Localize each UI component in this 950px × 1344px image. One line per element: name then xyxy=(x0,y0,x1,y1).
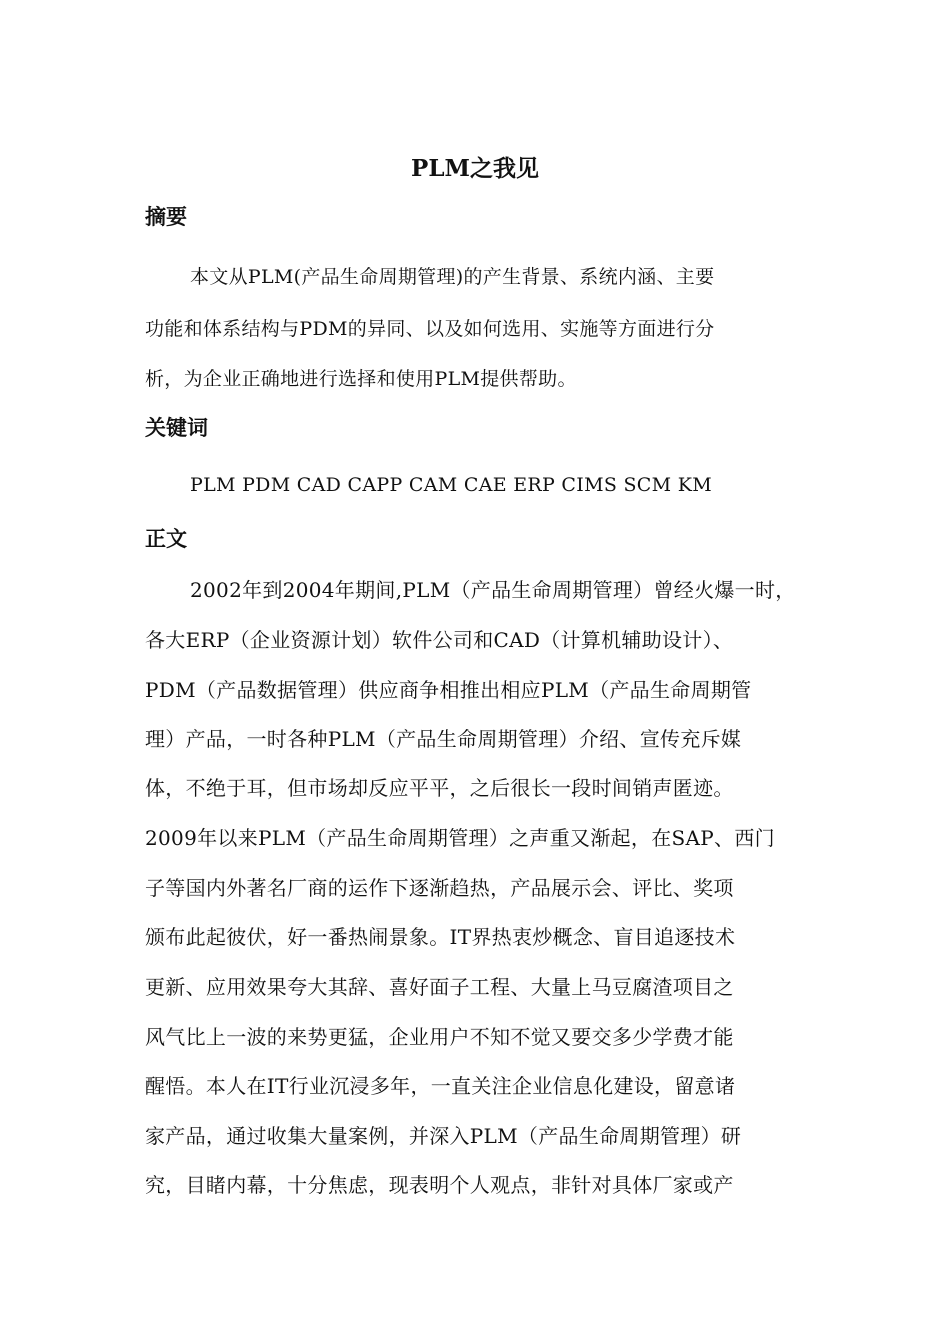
body-line: 更新、应用效果夸大其辞、喜好面子工程、大量上马豆腐渣项目之 xyxy=(145,975,734,999)
keywords-text: PLM PDM CAD CAPP CAM CAE ERP CIMS SCM KM xyxy=(190,474,712,496)
body-line: 家产品，通过收集大量案例，并深入PLM（产品生命周期管理）研 xyxy=(145,1124,742,1148)
body-line: 子等国内外著名厂商的运作下逐渐趋热，产品展示会、评比、奖项 xyxy=(145,876,734,900)
body-line: 理）产品，一时各种PLM（产品生命周期管理）介绍、宣传充斥媒 xyxy=(145,727,742,751)
body-line: 醒悟。本人在IT行业沉浸多年，一直关注企业信息化建设，留意诸 xyxy=(145,1074,736,1098)
abstract-heading: 摘要 xyxy=(145,205,187,229)
body-line: 各大ERP（企业资源计划）软件公司和CAD（计算机辅助设计）、 xyxy=(145,628,734,652)
document-title: PLM之我见 xyxy=(411,155,539,182)
body-line: 颁布此起彼伏，好一番热闹景象。IT界热衷炒概念、盲目追逐技术 xyxy=(145,925,736,949)
body-line: 2009年以来PLM（产品生命周期管理）之声重又渐起，在SAP、西门 xyxy=(145,826,775,850)
body-line: 风气比上一波的来势更猛，企业用户不知不觉又要交多少学费才能 xyxy=(145,1025,734,1049)
body-line: 体，不绝于耳，但市场却反应平平，之后很长一段时间销声匿迹。 xyxy=(145,776,734,800)
body-line: 2002年到2004年期间,PLM（产品生命周期管理）曾经火爆一时， xyxy=(190,578,796,602)
body-heading: 正文 xyxy=(145,527,187,551)
abstract-line: 本文从PLM(产品生命周期管理)的产生背景、系统内涵、主要 xyxy=(190,266,715,288)
abstract-line: 功能和体系结构与PDM的异同、以及如何选用、实施等方面进行分 xyxy=(145,318,715,340)
keywords-heading: 关键词 xyxy=(145,416,208,440)
body-line: 究，目睹内幕，十分焦虑，现表明个人观点，非针对具体厂家或产 xyxy=(145,1173,734,1197)
abstract-line: 析，为企业正确地进行选择和使用PLM提供帮助。 xyxy=(145,368,577,390)
body-line: PDM（产品数据管理）供应商争相推出相应PLM（产品生命周期管 xyxy=(145,678,752,702)
